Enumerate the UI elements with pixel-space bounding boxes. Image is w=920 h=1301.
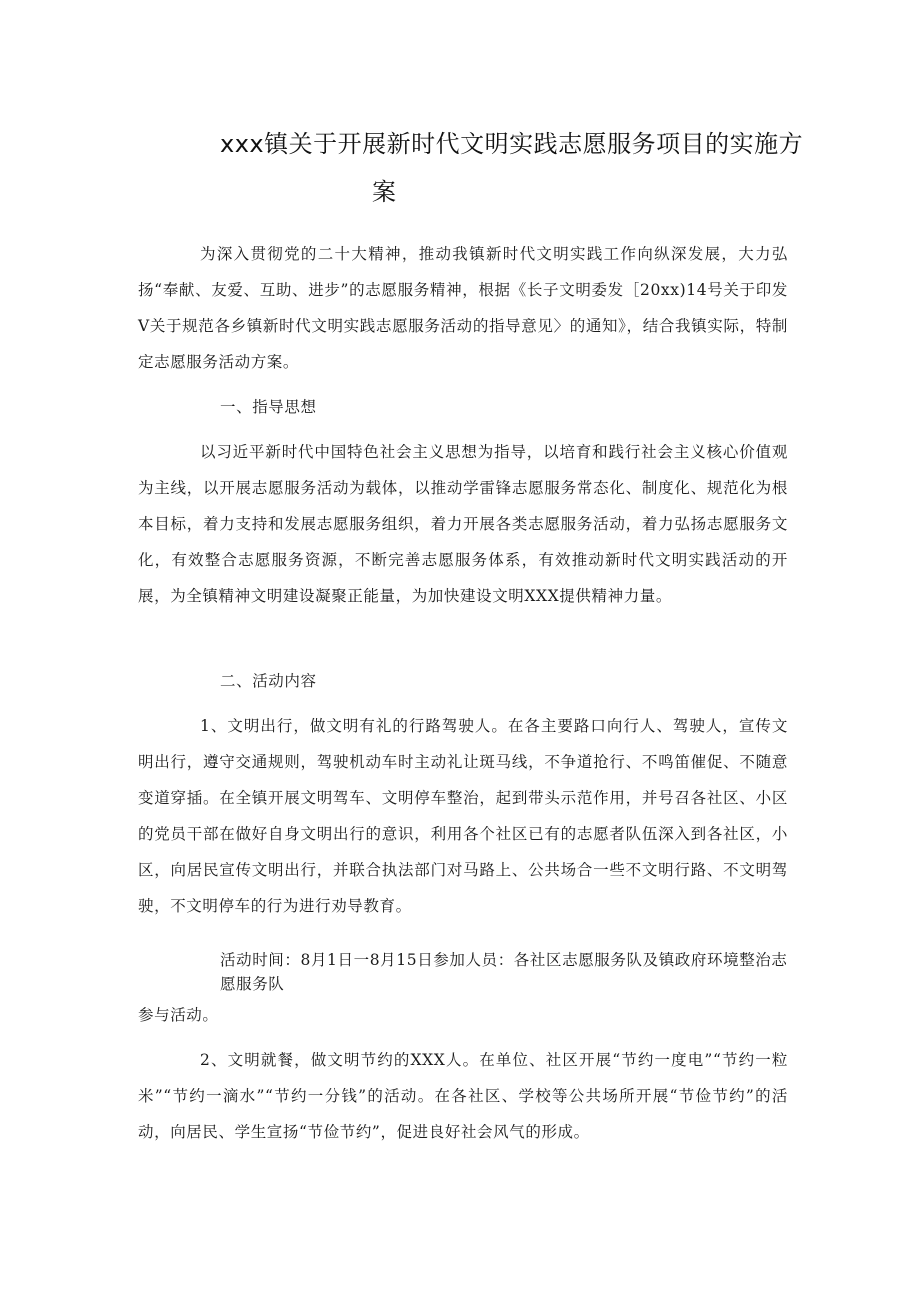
intro-paragraph: 为深入贯彻党的二十大精神，推动我镇新时代文明实践工作向纵深发展，大力弘扬“奉献、友爱、互助、进步”的志愿服务精神，根据《长子文明委发［20xx)14号关于印发Ⅴ关于规范各乡镇新时代文明实践志愿服务活动的指导意见〉的通知》，结合我镇实际，特制定志愿服务活动方案。 xyxy=(138,245,788,371)
activity-time-participants: 活动时间：8月1日一8月15日参加人员：各社区志愿服务队及镇政府环境整治志愿服务队 xyxy=(220,951,788,993)
activity-item-2: 2、文明就餐，做文明节约的XXX人。在单位、社区开展“节约一度电”“节约一粒米”“节约一滴水”“节约一分钱”的活动。在各社区、学校等公共场所开展“节俭节约”的活动，向居民、学生宣扬“节俭节约”，促进良好社会风气的形成。 xyxy=(138,1051,788,1141)
document-title-continued: 案 xyxy=(372,178,396,206)
guiding-ideology-paragraph: 以习近平新时代中国特色社会主义思想为指导，以培育和践行社会主义核心价值观为主线，以开展志愿服务活动为载体，以推动学雷锋志愿服务常态化、制度化、规范化为根本目标，着力支持和发展志愿服务组织，着力开展各类志愿服务活动，着力弘扬志愿服务文化，有效整合志愿服务资源，不断完善志愿服务体系，有效推动新时代文明实践活动的开展，为全镇精神文明建设凝聚正能量，为加快建设文明XXX提供精神力量。 xyxy=(138,443,788,605)
section-heading-guiding-ideology: 一、指导思想 xyxy=(220,398,317,416)
activity-item-1: 1、文明出行，做文明有礼的行路驾驶人。在各主要路口向行人、驾驶人，宣传文明出行，遵守交通规则，驾驶机动车时主动礼让斑马线，不争道抢行、不鸣笛催促、不随意变道穿插。在全镇开展文明驾车、文明停车整治，起到带头示范作用，并号召各社区、小区的党员干部在做好自身文明出行的意识，利用各个社区已有的志愿者队伍深入到各社区，小区，向居民宣传文明出行，并联合执法部门对马路上、公共场合一些不文明行路、不文明驾驶，不文明停车的行为进行劝导教育。 xyxy=(138,717,788,915)
activity-participation-note: 参与活动。 xyxy=(138,1006,219,1024)
document-title: xxx镇关于开展新时代文明实践志愿服务项目的实施方 xyxy=(220,130,804,158)
section-heading-activity-content: 二、活动内容 xyxy=(220,672,317,690)
